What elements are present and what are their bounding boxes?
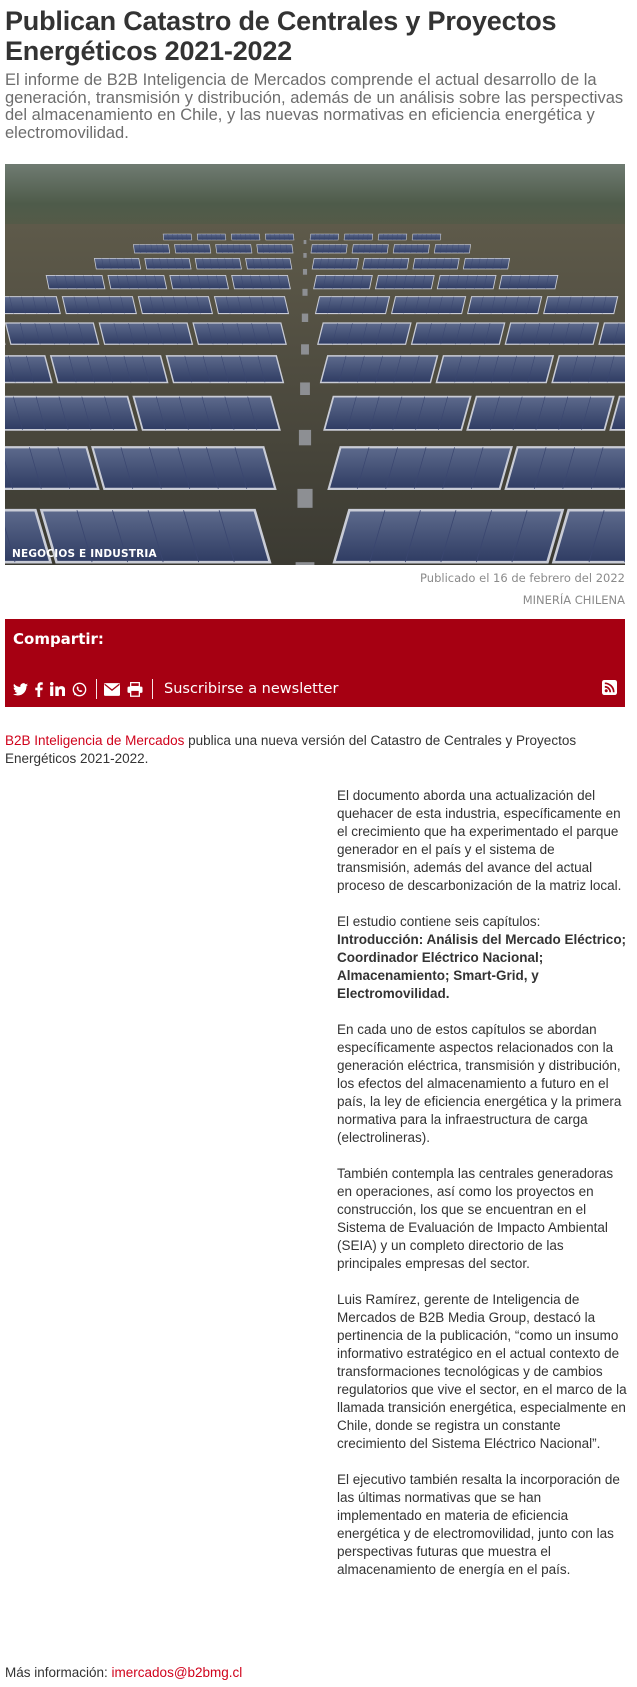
body-paragraph-6: El ejecutivo también resalta la incorporación de las últimas normativas que se han implementado en materia de eficiencia energética y de electromovilidad, junto con las perspectivas futuras que muestra el almacenamiento de energía en el país.	[337, 1472, 620, 1577]
solar-panel	[5, 397, 137, 430]
mounting-post	[303, 253, 306, 258]
b2b-link[interactable]: B2B Inteligencia de Mercados	[5, 733, 185, 748]
newsletter-link[interactable]: Suscribirse a newsletter	[164, 681, 339, 697]
facebook-icon[interactable]	[35, 679, 43, 699]
solar-panel	[506, 447, 625, 489]
solar-panel	[599, 323, 625, 344]
more-info	[5, 1664, 242, 1682]
solar-panel	[5, 356, 52, 383]
mounting-post	[300, 382, 310, 395]
whatsapp-icon[interactable]	[72, 679, 87, 699]
intro-text: publica una nueva versión del Catastro de Centrales y Proyectos Energéticos 2021-2022.	[5, 733, 577, 766]
body-paragraph-1: El documento aborda una actualización del quehacer de esta industria, específicamente en el crecimiento que ha experimentado el parque generador en el país y el sistema de transmisión, además del avance del actual proceso de descarbonización de la matriz local.	[337, 788, 622, 893]
mounting-post	[299, 430, 311, 445]
share-bar	[5, 619, 625, 707]
email-icon[interactable]	[104, 679, 120, 699]
hero-image	[5, 164, 625, 565]
mounting-post	[304, 240, 307, 244]
body-paragraph-5: Luis Ramírez, gerente de Inteligencia de Mercados de B2B Media Group, destacó la pertinencia de la publicación, “como un insumo informativo estratégico en el actual contexto de transformaciones tecnológicas y de cambios regulatorios que vive el sector, en el marco de la llamada transición energética, especialmente en Chile, donde se registra un constante crecimiento del Sistema Eléctrico Nacional”.	[337, 1292, 627, 1451]
mounting-post	[301, 344, 309, 354]
mounting-post	[302, 314, 308, 322]
publish-date: Publicado el 16 de febrero del 2022	[420, 571, 625, 585]
chapters-list: Introducción: Análisis del Mercado Eléctrico; Coordinador Eléctrico Nacional; Almacenamiento; Smart-Grid, y Electromovilidad.	[337, 932, 627, 1001]
body-paragraph-3: En cada uno de estos capítulos se abordan específicamente aspectos relacionados con la generación eléctrica, transmisión y distribución, los efectos del almacenamiento a futuro en el país, la ley de eficiencia energética y la primera normativa para la infraestructura de carga (electrolineras).	[337, 1022, 622, 1145]
article	[5, 0, 627, 1680]
mounting-post	[303, 269, 307, 275]
twitter-icon[interactable]	[13, 679, 28, 699]
share-actions	[13, 678, 617, 700]
contact-email-link[interactable]: imercados@b2bmg.cl	[111, 1665, 243, 1680]
solar-panel	[5, 297, 60, 314]
publication-source[interactable]: MINERÍA CHILENA	[522, 593, 625, 607]
article-title: Publican Catastro de Centrales y Proyectos Energéticos 2021-2022	[5, 6, 557, 66]
body-paragraph-2	[337, 913, 627, 1003]
linkedin-icon[interactable]	[50, 679, 65, 699]
intro-paragraph	[5, 732, 620, 768]
article-subtitle: El informe de B2B Inteligencia de Mercados comprende el actual desarrollo de la generación, transmisión y distribución, además de un análisis sobre las perspectivas del almacenamiento en Chile, y las nuevas normativas en eficiencia energética y electromovilidad.	[5, 71, 624, 142]
chapters-lead: El estudio contiene seis capítulos:	[337, 914, 541, 929]
mounting-post	[297, 489, 312, 508]
print-icon[interactable]	[127, 679, 143, 699]
share-divider	[96, 679, 97, 699]
mounting-post	[296, 562, 315, 565]
solar-panel	[552, 356, 625, 383]
solar-panels-photo	[5, 164, 625, 565]
body-paragraph-4: También contempla las centrales generadoras en operaciones, así como los proyectos en construcción, los que se encuentran en el Sistema de Evaluación de Impacto Ambiental (SEIA) y un completo directorio de las principales empresas del sector.	[337, 1166, 614, 1271]
share-divider	[152, 679, 153, 699]
rss-icon[interactable]	[602, 680, 617, 700]
category-tag[interactable]: NEGOCIOS E INDUSTRIA	[12, 548, 157, 560]
share-label: Compartir:	[13, 630, 104, 648]
solar-panel	[5, 447, 98, 489]
mounting-post	[302, 289, 307, 296]
article-body	[337, 787, 627, 1597]
more-info-label: Más información:	[5, 1665, 112, 1680]
